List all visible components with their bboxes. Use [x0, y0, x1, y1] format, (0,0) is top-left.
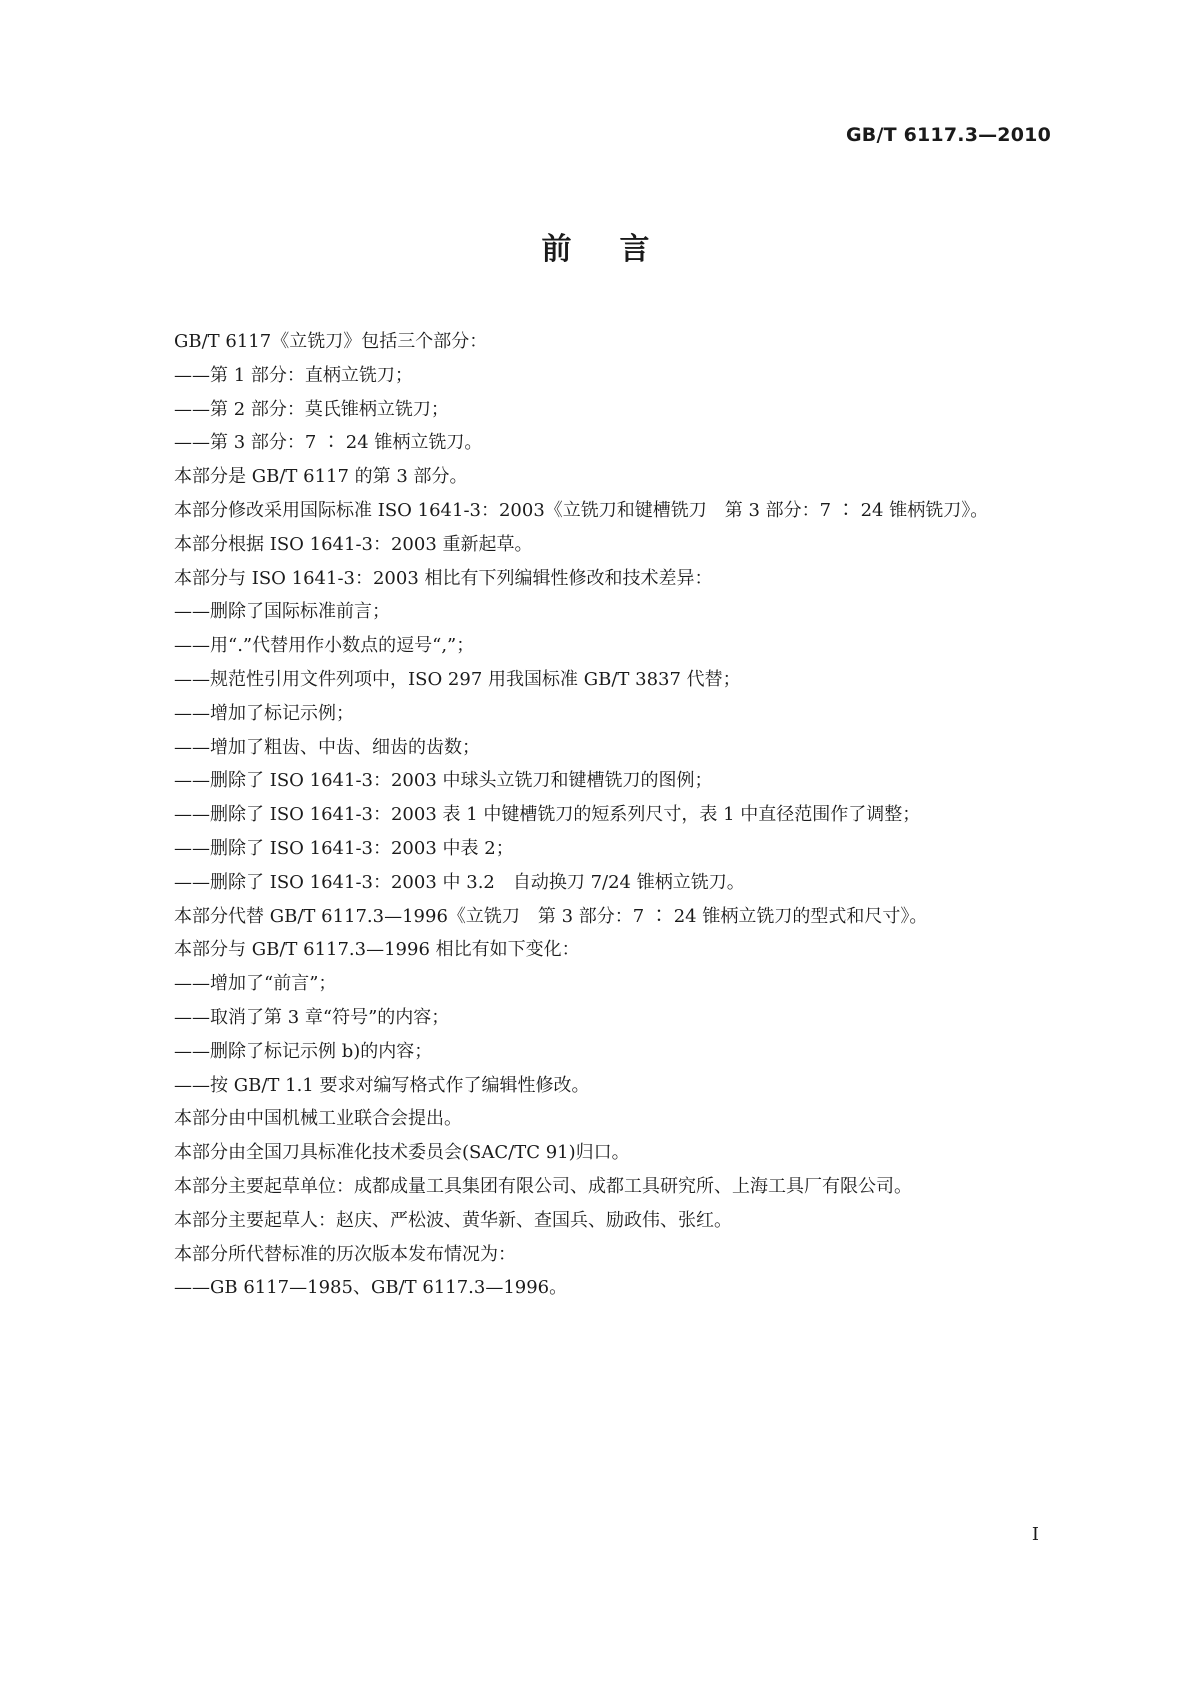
- text-line: GB/T 6117《立铣刀》包括三个部分：: [174, 331, 488, 352]
- text-line: 本部分与 GB/T 6117.3—1996 相比有如下变化：: [174, 939, 580, 961]
- text-line: 本部分代替 GB/T 6117.3—1996《立铣刀 第 3 部分：7 ∶ 24 锥柄立铣刀的型式和尺寸》。: [174, 905, 928, 927]
- text-line: ——删除了 ISO 1641-3：2003 表 1 中键槽铣刀的短系列尺寸，表 1 中直径范围作了调整；: [174, 804, 921, 826]
- text-line: 本部分根据 ISO 1641-3：2003 重新起草。: [174, 533, 533, 555]
- standard-code: GB/T 6117.3—2010: [846, 124, 1051, 146]
- text-line: ——取消了第 3 章“符号”的内容；: [174, 1006, 450, 1028]
- text-line: ——删除了国际标准前言；: [174, 601, 390, 623]
- text-line: ——删除了 ISO 1641-3：2003 中球头立铣刀和键槽铣刀的图例；: [174, 770, 713, 792]
- foreword-body: [174, 325, 1054, 1305]
- text-line: 本部分是 GB/T 6117 的第 3 部分。: [174, 466, 468, 488]
- text-line: ——删除了标记示例 b)的内容；: [174, 1040, 433, 1062]
- text-line: ——GB 6117—1985、GB/T 6117.3—1996。: [174, 1277, 568, 1299]
- text-line: ——增加了粗齿、中齿、细齿的齿数；: [174, 736, 480, 758]
- text-line: ——规范性引用文件列项中，ISO 297 用我国标准 GB/T 3837 代替；: [174, 668, 741, 690]
- text-line: ——增加了“前言”；: [174, 973, 337, 995]
- text-line: ——删除了 ISO 1641-3：2003 中表 2；: [174, 837, 514, 859]
- text-line: 本部分由全国刀具标准化技术委员会(SAC/TC 91)归口。: [174, 1142, 630, 1164]
- text-line: 本部分主要起草单位：成都成量工具集团有限公司、成都工具研究所、上海工具厂有限公司。: [174, 1175, 912, 1197]
- text-line: ——用“.”代替用作小数点的逗号“,”；: [174, 635, 475, 657]
- text-line: ——删除了 ISO 1641-3：2003 中 3.2 自动换刀 7/24 锥柄立铣刀。: [174, 871, 745, 893]
- text-line: 本部分与 ISO 1641-3：2003 相比有下列编辑性修改和技术差异：: [174, 567, 713, 589]
- page-number: I: [1031, 1524, 1039, 1545]
- text-line: 本部分修改采用国际标准 ISO 1641-3：2003《立铣刀和键槽铣刀 第 3 部分：7 ∶ 24 锥柄铣刀》。: [174, 499, 989, 521]
- text-line: 本部分所代替标准的历次版本发布情况为：: [174, 1243, 516, 1265]
- text-line: ——第 2 部分：莫氏锥柄立铣刀；: [174, 398, 449, 420]
- text-line: ——增加了标记示例；: [174, 702, 354, 724]
- text-line: ——第 1 部分：直柄立铣刀；: [174, 364, 413, 386]
- text-line: 本部分由中国机械工业联合会提出。: [174, 1108, 462, 1130]
- page-title: 前言: [541, 232, 698, 267]
- text-line: ——按 GB/T 1.1 要求对编写格式作了编辑性修改。: [174, 1074, 590, 1096]
- text-line: ——第 3 部分：7 ∶ 24 锥柄立铣刀。: [174, 432, 483, 454]
- text-line: 本部分主要起草人：赵庆、严松波、黄华新、查国兵、励政伟、张红。: [174, 1209, 732, 1231]
